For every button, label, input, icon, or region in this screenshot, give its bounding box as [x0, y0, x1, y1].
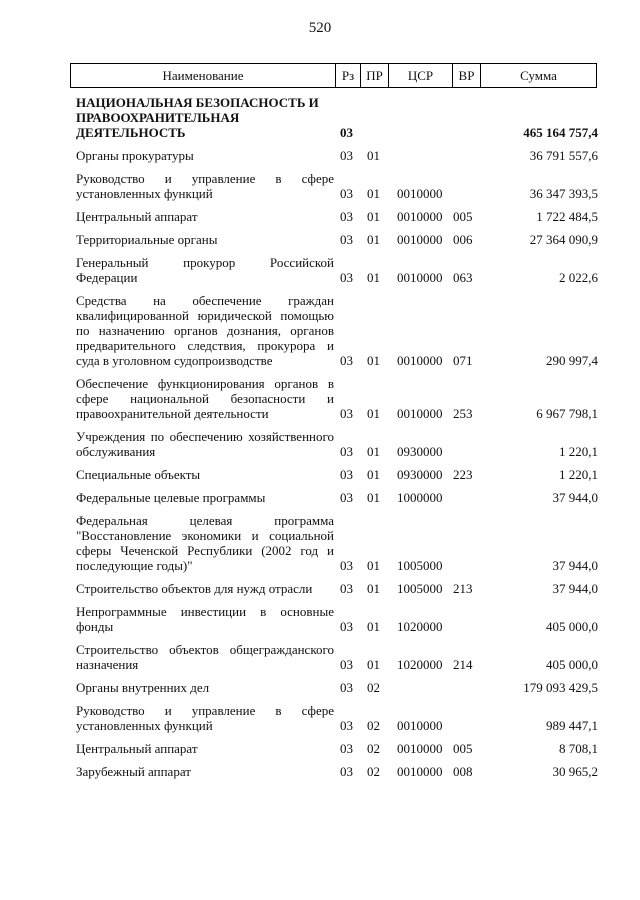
row-name: Генеральный прокурор Российской Федерации: [76, 255, 334, 285]
table-row: [0, 171, 640, 201]
table-row: [0, 703, 640, 733]
row-csr: 1005000: [397, 558, 443, 573]
row-pr: 02: [367, 741, 380, 756]
row-vr: 005: [453, 741, 473, 756]
row-sum: 30 965,2: [552, 764, 598, 779]
table-row: [0, 642, 640, 672]
table-row: [0, 95, 640, 140]
header-vr: ВР: [453, 64, 481, 87]
table-row: [0, 581, 640, 596]
row-csr: 0010000: [397, 209, 443, 224]
row-csr: 0010000: [397, 718, 443, 733]
row-rz: 03: [340, 125, 353, 140]
table-row: [0, 293, 640, 368]
row-sum: 405 000,0: [546, 619, 598, 634]
row-pr: 01: [367, 232, 380, 247]
row-csr: 1020000: [397, 619, 443, 634]
row-csr: 1005000: [397, 581, 443, 596]
header-rz: Рз: [336, 64, 361, 87]
row-sum: 37 944,0: [552, 581, 598, 596]
row-sum: 6 967 798,1: [536, 406, 598, 421]
row-sum: 36 347 393,5: [529, 186, 598, 201]
row-name: Средства на обеспечение граждан квалифицированной юридической помощью по назначению органов дознания, органов предварительного следствия, прокурора и суда в уголовном судопроизводстве: [76, 293, 334, 368]
row-sum: 8 708,1: [559, 741, 598, 756]
row-sum: 290 997,4: [546, 353, 598, 368]
row-pr: 01: [367, 148, 380, 163]
table-row: [0, 232, 640, 247]
header-pr: ПР: [361, 64, 389, 87]
row-pr: 01: [367, 353, 380, 368]
row-name: Руководство и управление в сфере установленных функций: [76, 171, 334, 201]
row-csr: 0010000: [397, 186, 443, 201]
row-rz: 03: [340, 353, 353, 368]
row-rz: 03: [340, 406, 353, 421]
row-pr: 01: [367, 657, 380, 672]
table-body: [0, 95, 640, 787]
row-vr: 223: [453, 467, 473, 482]
table-row: [0, 467, 640, 482]
row-rz: 03: [340, 490, 353, 505]
row-name: Центральный аппарат: [76, 741, 198, 756]
row-pr: 01: [367, 209, 380, 224]
row-csr: 0010000: [397, 353, 443, 368]
row-rz: 03: [340, 619, 353, 634]
row-rz: 03: [340, 718, 353, 733]
row-vr: 006: [453, 232, 473, 247]
row-name: Непрограммные инвестиции в основные фонды: [76, 604, 334, 634]
row-sum: 1 220,1: [559, 467, 598, 482]
row-rz: 03: [340, 657, 353, 672]
table-row: [0, 764, 640, 779]
row-pr: 01: [367, 406, 380, 421]
row-csr: 0010000: [397, 764, 443, 779]
row-name: Обеспечение функционирования органов в сфере национальной безопасности и правоохранительной деятельности: [76, 376, 334, 421]
row-csr: 1000000: [397, 490, 443, 505]
row-rz: 03: [340, 232, 353, 247]
row-pr: 01: [367, 581, 380, 596]
row-pr: 01: [367, 467, 380, 482]
row-pr: 01: [367, 270, 380, 285]
header-csr: ЦСР: [389, 64, 453, 87]
row-rz: 03: [340, 741, 353, 756]
row-sum: 27 364 090,9: [529, 232, 598, 247]
row-rz: 03: [340, 581, 353, 596]
row-pr: 02: [367, 680, 380, 695]
row-rz: 03: [340, 148, 353, 163]
row-rz: 03: [340, 209, 353, 224]
row-pr: 01: [367, 558, 380, 573]
row-csr: 0930000: [397, 467, 443, 482]
row-sum: 2 022,6: [559, 270, 598, 285]
row-rz: 03: [340, 680, 353, 695]
row-rz: 03: [340, 444, 353, 459]
row-csr: 0010000: [397, 232, 443, 247]
table-row: [0, 680, 640, 695]
row-pr: 01: [367, 186, 380, 201]
row-sum: 1 220,1: [559, 444, 598, 459]
row-name: Строительство объектов для нужд отрасли: [76, 581, 313, 596]
table-row: [0, 376, 640, 421]
row-rz: 03: [340, 764, 353, 779]
page-number: 520: [308, 20, 332, 36]
row-vr: 213: [453, 581, 473, 596]
row-csr: 1020000: [397, 657, 443, 672]
row-sum: 37 944,0: [552, 490, 598, 505]
row-vr: 063: [453, 270, 473, 285]
row-vr: 005: [453, 209, 473, 224]
table-row: [0, 148, 640, 163]
row-csr: 0010000: [397, 741, 443, 756]
row-csr: 0010000: [397, 270, 443, 285]
table-row: [0, 255, 640, 285]
row-name: Строительство объектов общегражданского назначения: [76, 642, 334, 672]
row-name: Территориальные органы: [76, 232, 218, 247]
table-row: [0, 490, 640, 505]
row-name: Специальные объекты: [76, 467, 201, 482]
row-rz: 03: [340, 186, 353, 201]
table-row: [0, 604, 640, 634]
row-rz: 03: [340, 467, 353, 482]
row-name: Центральный аппарат: [76, 209, 198, 224]
row-name: Органы прокуратуры: [76, 148, 194, 163]
row-sum: 1 722 484,5: [536, 209, 598, 224]
header-name: Наименование: [71, 64, 336, 87]
row-sum: 36 791 557,6: [529, 148, 598, 163]
row-name: НАЦИОНАЛЬНАЯ БЕЗОПАСНОСТЬ И ПРАВООХРАНИТЕЛЬНАЯ ДЕЯТЕЛЬНОСТЬ: [76, 95, 319, 140]
row-pr: 01: [367, 619, 380, 634]
row-sum: 405 000,0: [546, 657, 598, 672]
row-vr: 071: [453, 353, 473, 368]
row-sum: 465 164 757,4: [523, 125, 598, 140]
row-pr: 02: [367, 764, 380, 779]
row-pr: 01: [367, 490, 380, 505]
row-sum: 179 093 429,5: [523, 680, 598, 695]
table-row: [0, 429, 640, 459]
row-pr: 01: [367, 444, 380, 459]
row-name: Федеральная целевая программа "Восстановление экономики и социальной сферы Чеченской Республики (2002 год и последующие годы)": [76, 513, 334, 573]
table-row: [0, 513, 640, 573]
row-vr: 008: [453, 764, 473, 779]
row-rz: 03: [340, 270, 353, 285]
row-name: Зарубежный аппарат: [76, 764, 191, 779]
table-row: [0, 741, 640, 756]
row-name: Руководство и управление в сфере установленных функций: [76, 703, 334, 733]
row-name: Федеральные целевые программы: [76, 490, 266, 505]
row-sum: 37 944,0: [552, 558, 598, 573]
row-name: Учреждения по обеспечению хозяйственного обслуживания: [76, 429, 334, 459]
row-name: Органы внутренних дел: [76, 680, 210, 695]
header-sum: Сумма: [520, 68, 557, 83]
row-vr: 253: [453, 406, 473, 421]
row-vr: 214: [453, 657, 473, 672]
row-pr: 02: [367, 718, 380, 733]
table-row: [0, 209, 640, 224]
row-csr: 0010000: [397, 406, 443, 421]
row-csr: 0930000: [397, 444, 443, 459]
table-header: [70, 63, 597, 88]
row-sum: 989 447,1: [546, 718, 598, 733]
row-rz: 03: [340, 558, 353, 573]
